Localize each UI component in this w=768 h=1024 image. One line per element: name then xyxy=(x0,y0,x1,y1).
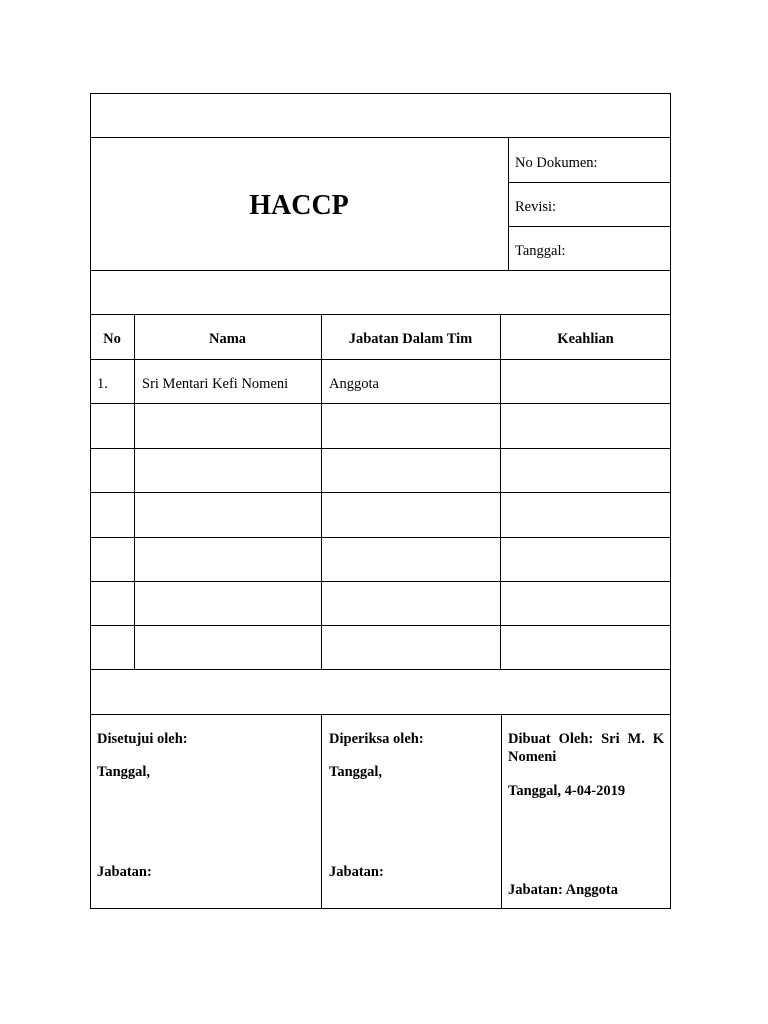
checked-position-label: Jabatan: xyxy=(329,864,384,880)
row-1-no: 1. xyxy=(97,376,108,392)
rule xyxy=(501,714,502,909)
checked-date-label: Tanggal, xyxy=(329,764,383,780)
made-position-label: Jabatan: Anggota xyxy=(508,882,618,898)
rule xyxy=(90,270,671,271)
rule xyxy=(508,182,671,183)
rule xyxy=(90,537,671,538)
rule xyxy=(321,714,322,909)
date-label: Tanggal: xyxy=(515,243,566,259)
rule xyxy=(90,314,671,315)
rule xyxy=(90,448,671,449)
column-header-nama: Nama xyxy=(208,331,247,347)
doc-number-label: No Dokumen: xyxy=(515,155,598,171)
column-header-no: No xyxy=(103,331,121,347)
rule xyxy=(90,714,671,715)
approved-position-label: Jabatan: xyxy=(97,864,152,880)
approved-by-label: Disetujui oleh: xyxy=(97,731,188,747)
row-1-jabatan: Anggota xyxy=(329,376,379,392)
made-date-label: Tanggal, 4-04-2019 xyxy=(508,783,626,799)
rule xyxy=(90,359,671,360)
rule xyxy=(90,492,671,493)
column-header-jabatan: Jabatan Dalam Tim xyxy=(348,331,473,347)
document-title: HACCP xyxy=(249,190,349,221)
made-by-label: Dibuat Oleh: Sri M. K Nomeni xyxy=(508,731,664,765)
rule xyxy=(508,137,509,270)
rule xyxy=(508,226,671,227)
rule xyxy=(90,581,671,582)
row-1-nama: Sri Mentari Kefi Nomeni xyxy=(142,376,289,392)
rule xyxy=(90,403,671,404)
rule xyxy=(90,669,671,670)
rule xyxy=(500,314,501,669)
approved-date-label: Tanggal, xyxy=(97,764,151,780)
rule xyxy=(321,314,322,669)
rule xyxy=(134,314,135,669)
checked-by-label: Diperiksa oleh: xyxy=(329,731,424,747)
revision-label: Revisi: xyxy=(515,199,557,215)
rule xyxy=(90,137,671,138)
column-header-keahlian: Keahlian xyxy=(557,331,614,347)
rule xyxy=(90,625,671,626)
